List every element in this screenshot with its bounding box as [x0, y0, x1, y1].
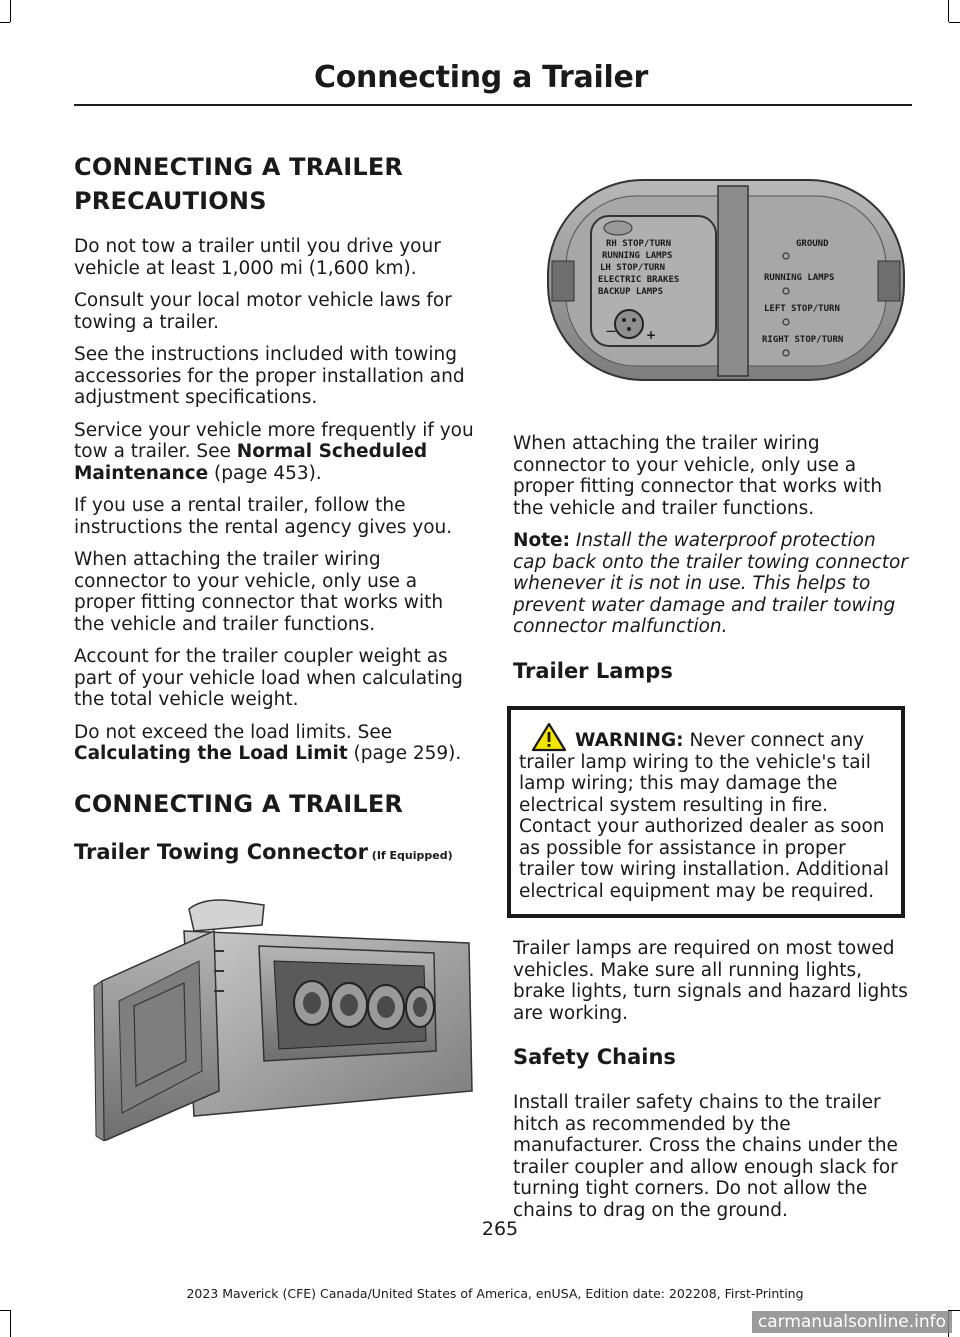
wire-label: RH STOP/TURN [606, 239, 672, 249]
text: Do not exceed the load limits. See [74, 721, 393, 743]
wire-label: RIGHT STOP/TURN [762, 335, 844, 345]
wire-label: LEFT STOP/TURN [764, 304, 840, 314]
paragraph: Do not tow a trailer until you drive your vehicle at least 1,000 mi (1,600 km). [74, 236, 441, 279]
crop-mark [0, 22, 10, 23]
wire-label: LH STOP/TURN [600, 263, 666, 273]
right-column [513, 433, 908, 1232]
note-paragraph [513, 530, 908, 638]
crop-mark [10, 0, 11, 22]
paragraph: If you use a rental trailer, follow the instructions the rental agency gives you. [74, 495, 453, 538]
paragraph: When attaching the trailer wiring connector to your vehicle, only use a proper fitting connector that works with the vehicle and trailer functions. [74, 549, 444, 635]
cross-reference-link[interactable]: Calculating the Load Limit [74, 743, 348, 764]
header-rule [74, 104, 912, 106]
wire-label: GROUND [796, 239, 829, 249]
subsection-heading-trailer-lamps: Trailer Lamps [513, 658, 673, 683]
cross-reference-link[interactable]: Normal Scheduled Maintenance [74, 441, 428, 484]
crop-mark [10, 1310, 11, 1337]
text: (page 453). [208, 462, 322, 484]
wire-label: BACKUP LAMPS [598, 287, 664, 297]
paragraph: When attaching the trailer wiring connector to your vehicle, only use a proper fitting connector that works with the vehicle and trailer functions. [513, 433, 883, 519]
paragraph [74, 420, 476, 485]
subsection-heading-safety-chains: Safety Chains [513, 1045, 676, 1069]
connector-label-illustration [546, 176, 908, 386]
minus-symbol: — [606, 326, 616, 337]
crop-mark [949, 22, 960, 23]
paragraph: Consult your local motor vehicle laws for towing a trailer. [74, 290, 452, 333]
wire-label: ELECTRIC BRAKES [598, 275, 680, 285]
text: (page 259). [347, 743, 462, 764]
wire-label: RUNNING LAMPS [764, 273, 835, 283]
warning-text: Never connect any trailer lamp wiring to the vehicle's tail lamp wiring; this may damage the electrical system resulting in fire. Contact your authorized dealer as soon as possible for assistance in proper trailer tow wiring installation. Additional electrical equipment may be required. [519, 729, 890, 902]
text: Service your vehicle more frequently if you tow a trailer. See [74, 419, 474, 462]
note-label: Note: [513, 530, 570, 551]
paragraph: Install trailer safety chains to the trailer hitch as recommended by the manufacturer. Cross the chains under the trailer coupler and allow enough slack for turning tight corners. Do not allow the chains to drag on the ground. [513, 1092, 898, 1221]
section-heading-connecting: CONNECTING A TRAILER [74, 789, 404, 818]
page-footer: 2023 Maverick (CFE) Canada/United States of America, enUSA, Edition date: 202208, First-Printing [186, 1286, 804, 1301]
wire-label: RUNNING LAMPS [602, 251, 673, 261]
text: Trailer Towing Connector [74, 839, 368, 864]
ford-logo-icon [604, 221, 632, 235]
watermark: carmanualsonline.info [752, 1311, 952, 1333]
text: (If Equipped) [367, 848, 453, 862]
section-heading-precautions: CONNECTING A TRAILER PRECAUTIONS [74, 153, 404, 215]
crop-mark [948, 0, 949, 22]
warning-box [507, 706, 905, 919]
towing-connector-illustration [74, 891, 476, 1141]
left-column [74, 150, 476, 1146]
paragraph: Account for the trailer coupler weight as part of your vehicle load when calculating the total vehicle weight. [74, 646, 463, 710]
warning-label: WARNING: [575, 729, 684, 751]
warning-triangle-icon [531, 722, 567, 752]
note-text: Install the waterproof protection cap back onto the trailer towing connector whenever it is not in use. This helps to prevent water damage and trailer towing connector malfunction. [513, 530, 908, 637]
crop-mark [0, 1310, 10, 1311]
paragraph: Trailer lamps are required on most towed vehicles. Make sure all running lights, brake lights, turn signals and hazard lights are working. [513, 938, 908, 1024]
paragraph [74, 722, 476, 765]
page-title: Connecting a Trailer [314, 60, 648, 95]
page-number: 265 [481, 1218, 519, 1240]
paragraph: See the instructions included with towing accessories for the proper installation and adjustment specifications. [74, 344, 465, 408]
plus-symbol: + [646, 328, 657, 342]
subsection-heading-towing-connector [74, 839, 476, 869]
